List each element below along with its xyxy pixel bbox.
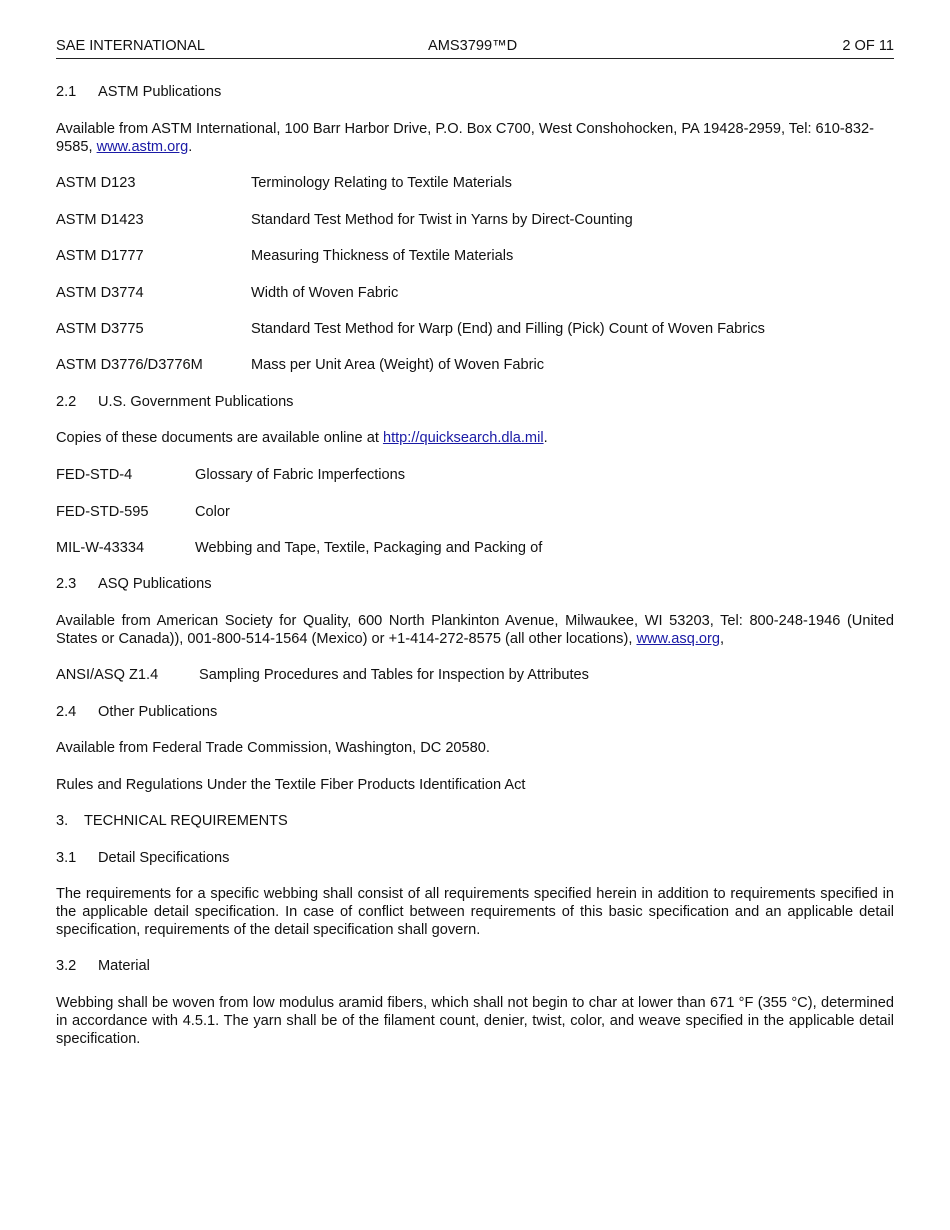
section-number: 2.2 xyxy=(56,394,77,410)
availability-text: Available from ASTM International, 100 Barr Harbor Drive, P.O. Box C700, West Conshohocken, PA 19428-2959, Tel: 610-832-9585, xyxy=(56,121,874,155)
section-2-2-heading xyxy=(56,393,293,411)
section-3-2-heading xyxy=(56,957,150,975)
astm-link[interactable]: www.astm.org xyxy=(96,139,189,155)
section-number: 2.4 xyxy=(56,704,77,720)
section-2-3-heading xyxy=(56,575,212,593)
section-number: 3.1 xyxy=(56,850,77,866)
reference-title: Standard Test Method for Twist in Yarns by Direct-Counting xyxy=(251,212,633,228)
section-3-heading xyxy=(56,812,288,830)
reference-title: Width of Woven Fabric xyxy=(251,285,399,301)
section-number: 2.1 xyxy=(56,84,77,100)
reference-code: ASTM D3774 xyxy=(56,285,144,301)
textile-act-reference: Rules and Regulations Under the Textile Fiber Products Identification Act xyxy=(56,777,526,793)
availability-punct: . xyxy=(543,430,548,446)
section-title: TECHNICAL REQUIREMENTS xyxy=(84,813,288,829)
reference-title: Sampling Procedures and Tables for Inspection by Attributes xyxy=(199,667,589,683)
reference-title: Terminology Relating to Textile Materials xyxy=(251,175,512,191)
section-number: 3. xyxy=(56,813,69,829)
reference-title: Glossary of Fabric Imperfections xyxy=(195,467,406,483)
section-number: 3.2 xyxy=(56,958,77,974)
reference-title: Color xyxy=(195,504,230,520)
reference-title: Measuring Thickness of Textile Materials xyxy=(251,248,514,264)
availability-punct: . xyxy=(188,139,193,155)
header-document-id: AMS3799™D xyxy=(428,38,518,54)
detail-specifications-text: The requirements for a specific webbing shall consist of all requirements specified herein in addition to requirements specified in the applicable detail specification. In case of conflict between requirements of this basic specification and an applicable detail specification, requirements of the detail specification shall govern. xyxy=(56,886,894,938)
section-title: ASQ Publications xyxy=(98,576,212,592)
section-2-1-heading xyxy=(56,83,221,101)
availability-text: Available from American Society for Quality, 600 North Plankinton Avenue, Milwaukee, WI 53203, Tel: 800-248-1946 (United States or Canada)), 001-800-514-1564 (Mexico) or +1-414-272-8575 (all other locations), xyxy=(56,613,894,647)
section-2-4-heading xyxy=(56,703,217,721)
reference-title: Mass per Unit Area (Weight) of Woven Fabric xyxy=(251,357,545,373)
section-title: Other Publications xyxy=(98,704,218,720)
page-header xyxy=(56,38,894,59)
reference-code: ASTM D1777 xyxy=(56,248,144,264)
header-page-number: 2 OF 11 xyxy=(842,38,894,54)
reference-title: Standard Test Method for Warp (End) and Filling (Pick) Count of Woven Fabrics xyxy=(251,321,765,337)
section-title: ASTM Publications xyxy=(98,84,222,100)
asq-link[interactable]: www.asq.org xyxy=(636,631,720,647)
reference-code: ANSI/ASQ Z1.4 xyxy=(56,667,159,683)
ftc-availability: Available from Federal Trade Commission, Washington, DC 20580. xyxy=(56,740,490,756)
gov-availability xyxy=(56,429,548,447)
section-3-1-heading xyxy=(56,849,229,867)
asq-availability xyxy=(56,612,894,648)
section-title: Detail Specifications xyxy=(98,850,230,866)
reference-code: ASTM D3775 xyxy=(56,321,144,337)
reference-code: ASTM D1423 xyxy=(56,212,144,228)
availability-text: Copies of these documents are available online at xyxy=(56,430,383,446)
reference-code: FED-STD-595 xyxy=(56,504,149,520)
section-title: U.S. Government Publications xyxy=(98,394,294,410)
section-number: 2.3 xyxy=(56,576,77,592)
availability-punct: , xyxy=(719,631,725,647)
reference-code: MIL-W-43334 xyxy=(56,540,145,556)
reference-code: FED-STD-4 xyxy=(56,467,133,483)
reference-code: ASTM D123 xyxy=(56,175,136,191)
reference-code: ASTM D3776/D3776M xyxy=(56,357,203,373)
section-title: Material xyxy=(98,958,150,974)
material-text: Webbing shall be woven from low modulus aramid fibers, which shall not begin to char at lower than 671 °F (355 °C), determined in accordance with 4.5.1. The yarn shall be of the filament count, denier, twist, color, and weave specified in the applicable detail specification. xyxy=(56,995,894,1047)
astm-availability xyxy=(56,120,894,156)
reference-title: Webbing and Tape, Textile, Packaging and Packing of xyxy=(195,540,543,556)
quicksearch-link[interactable]: http://quicksearch.dla.mil xyxy=(382,430,544,446)
header-publisher: SAE INTERNATIONAL xyxy=(56,38,205,54)
